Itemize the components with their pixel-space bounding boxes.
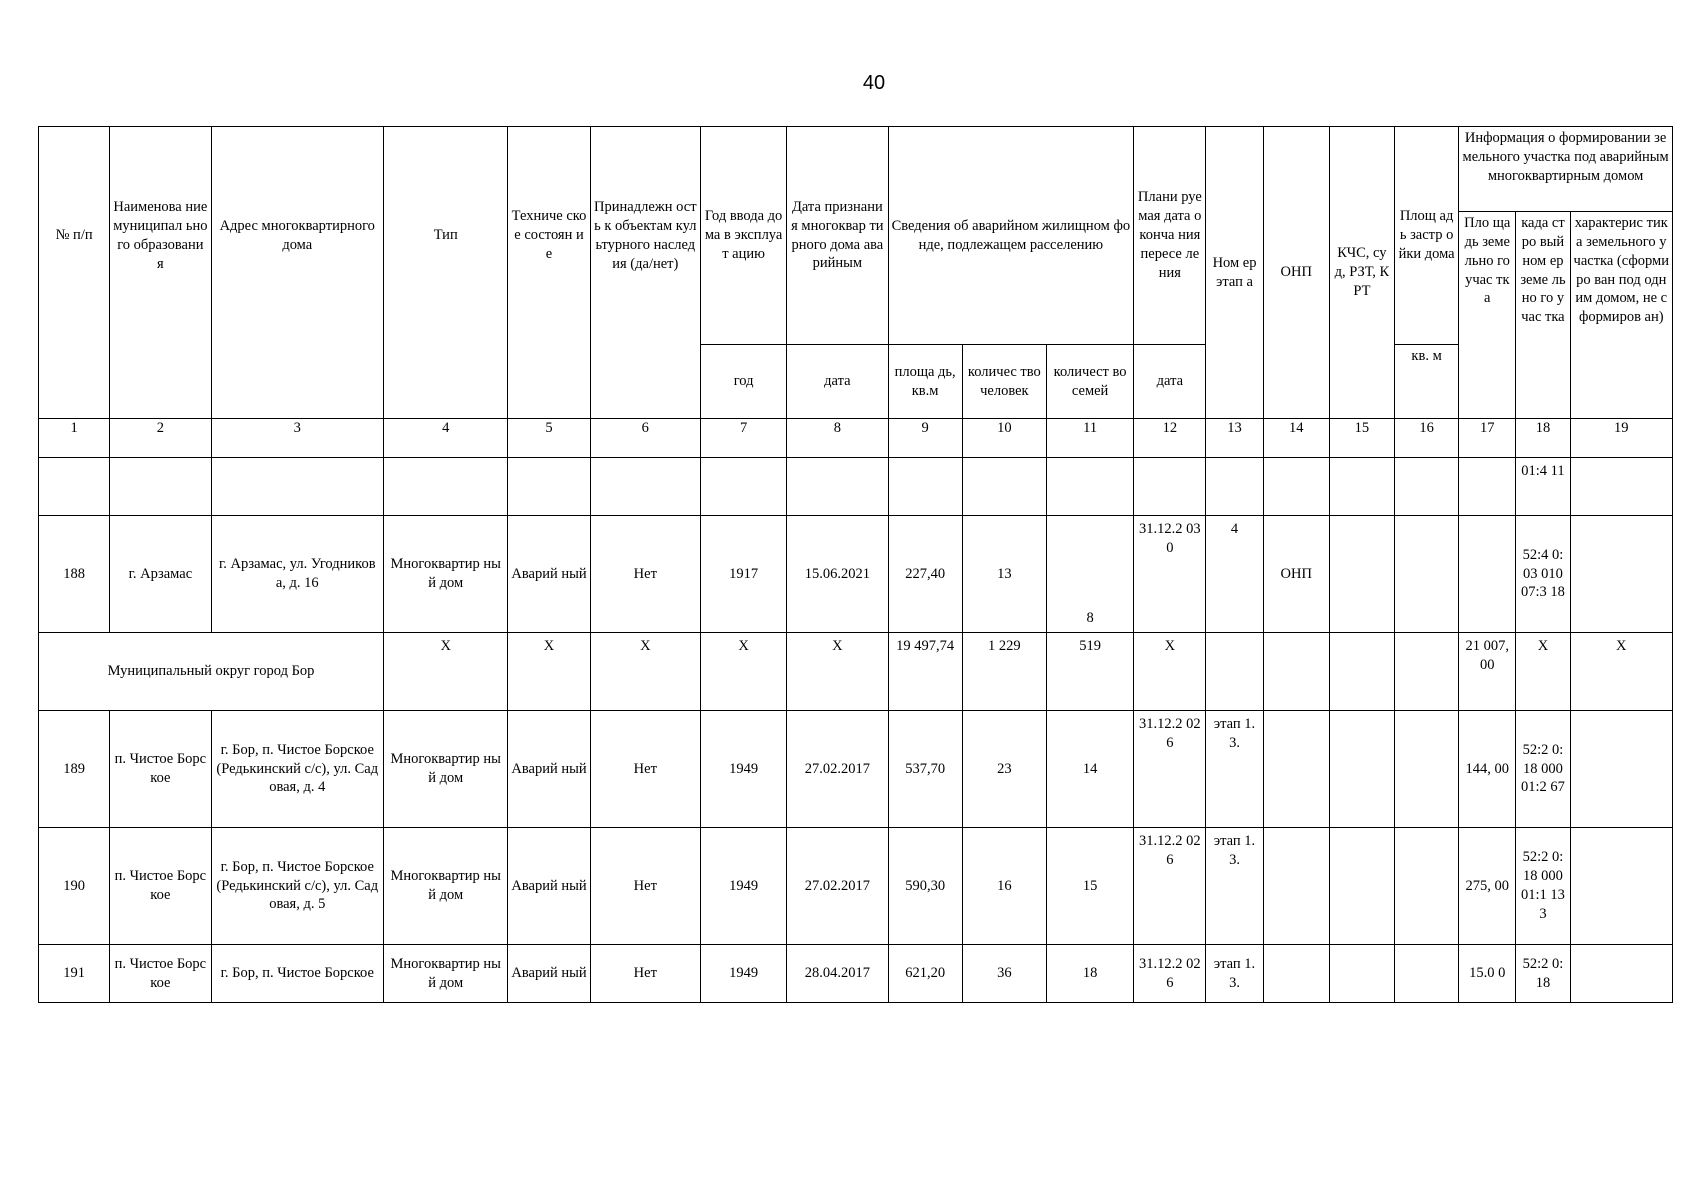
kchs-cell <box>1329 711 1394 828</box>
row-number-cell: 188 <box>39 516 110 633</box>
cell <box>962 458 1046 516</box>
page-number: 40 <box>862 72 886 94</box>
land-characteristic-cell: X <box>1570 633 1672 711</box>
header-kchs: КЧС, суд, РЗТ, КРТ <box>1329 127 1394 419</box>
cell <box>1134 458 1206 516</box>
onp-cell: ОНП <box>1263 516 1329 633</box>
cell <box>1046 458 1133 516</box>
people-cell: 16 <box>962 828 1046 945</box>
header-cultural-heritage: Принадлежн ость к объектам культурного наследия (да/нет) <box>590 127 700 345</box>
header-emergency-date: Дата признания многоквар тирного дома аварийным <box>787 127 888 345</box>
heritage-cell: X <box>590 633 700 711</box>
header-empty <box>590 345 700 419</box>
row-number-cell: 190 <box>39 828 110 945</box>
resettlement-date-cell: X <box>1134 633 1206 711</box>
date-cell: 15.06.2021 <box>787 516 888 633</box>
type-cell: X <box>384 633 508 711</box>
subheader-square-meters: кв. м <box>1395 345 1459 419</box>
land-characteristic-cell <box>1570 945 1672 1003</box>
header-empty <box>110 345 211 419</box>
address-cell: г. Арзамас, ул. Угодникова, д. 16 <box>211 516 384 633</box>
header-cadastral-number: када стро вый ном ер земе льно го учас тка <box>1516 212 1570 419</box>
land-area-cell: 15.0 0 <box>1459 945 1516 1003</box>
families-cell: 519 <box>1046 633 1133 711</box>
column-number: 13 <box>1206 419 1263 458</box>
stage-cell <box>1206 633 1263 711</box>
subheader-date: дата <box>787 345 888 419</box>
type-cell: Многоквартир ный дом <box>384 945 508 1003</box>
land-characteristic-cell <box>1570 516 1672 633</box>
municipality-subtotal-label: Муниципальный округ город Бор <box>39 633 384 711</box>
column-number: 18 <box>1516 419 1570 458</box>
column-number: 16 <box>1395 419 1459 458</box>
state-cell: Аварий ный <box>508 516 590 633</box>
cadastral-number-cell: 52:2 0:18 000 01:1 133 <box>1516 828 1570 945</box>
cadastral-number-cell: 01:4 11 <box>1516 458 1570 516</box>
table-row <box>39 516 1673 633</box>
type-cell: Многоквартир ный дом <box>384 711 508 828</box>
heritage-cell: Нет <box>590 711 700 828</box>
cell <box>1329 458 1394 516</box>
cell <box>508 458 590 516</box>
building-area-cell <box>1395 516 1459 633</box>
stage-cell: 4 <box>1206 516 1263 633</box>
municipality-cell: г. Арзамас <box>110 516 211 633</box>
header-land-area: Пло щадь земе льно го учас тка <box>1459 212 1516 419</box>
land-area-cell <box>1459 516 1516 633</box>
families-cell: 18 <box>1046 945 1133 1003</box>
cell <box>39 458 110 516</box>
year-cell: 1949 <box>700 945 786 1003</box>
land-area-cell: 275, 00 <box>1459 828 1516 945</box>
address-cell: г. Бор, п. Чистое Борское <box>211 945 384 1003</box>
column-number: 15 <box>1329 419 1394 458</box>
cadastral-number-cell: 52:2 0:18 <box>1516 945 1570 1003</box>
kchs-cell <box>1329 828 1394 945</box>
area-cell: 19 497,74 <box>888 633 962 711</box>
cell <box>787 458 888 516</box>
area-cell: 621,20 <box>888 945 962 1003</box>
date-cell: X <box>787 633 888 711</box>
cell <box>1459 458 1516 516</box>
header-type: Тип <box>384 127 508 345</box>
land-characteristic-cell <box>1570 828 1672 945</box>
families-cell: 15 <box>1046 828 1133 945</box>
state-cell: Аварий ный <box>508 711 590 828</box>
column-number: 12 <box>1134 419 1206 458</box>
onp-cell <box>1263 828 1329 945</box>
stage-cell: этап 1.3. <box>1206 828 1263 945</box>
kchs-cell <box>1329 633 1394 711</box>
header-empty <box>39 345 110 419</box>
area-cell: 537,70 <box>888 711 962 828</box>
families-cell: 14 <box>1046 711 1133 828</box>
header-emergency-fund-info: Сведения об аварийном жилищном фонде, подлежащем расселению <box>888 127 1134 345</box>
cadastral-number-cell: 52:2 0:18 000 01:2 67 <box>1516 711 1570 828</box>
cell <box>1395 458 1459 516</box>
column-number: 9 <box>888 419 962 458</box>
column-number: 10 <box>962 419 1046 458</box>
cadastral-number-cell: X <box>1516 633 1570 711</box>
area-cell: 590,30 <box>888 828 962 945</box>
header-municipality: Наименова ние муниципал ьного образовани я <box>110 127 211 345</box>
header-planned-resettlement-date: Плани руемая дата оконча ния пересе ления <box>1134 127 1206 345</box>
column-number: 5 <box>508 419 590 458</box>
cell <box>1570 458 1672 516</box>
cell <box>110 458 211 516</box>
year-cell: 1949 <box>700 828 786 945</box>
date-cell: 27.02.2017 <box>787 711 888 828</box>
kchs-cell <box>1329 945 1394 1003</box>
header-stage-number: Ном ер этап а <box>1206 127 1263 419</box>
column-number: 14 <box>1263 419 1329 458</box>
table-row <box>39 945 1673 1003</box>
column-number: 7 <box>700 419 786 458</box>
stage-cell: этап 1.3. <box>1206 711 1263 828</box>
cell <box>700 458 786 516</box>
kchs-cell <box>1329 516 1394 633</box>
resettlement-date-cell: 31.12.2 026 <box>1134 711 1206 828</box>
building-area-cell <box>1395 633 1459 711</box>
column-number: 17 <box>1459 419 1516 458</box>
header-row-number: № п/п <box>39 127 110 345</box>
state-cell: Аварий ный <box>508 828 590 945</box>
table-row <box>39 828 1673 945</box>
onp-cell <box>1263 945 1329 1003</box>
cell <box>1263 458 1329 516</box>
cadastral-number-cell: 52:4 0:03 010 07:3 18 <box>1516 516 1570 633</box>
column-number: 11 <box>1046 419 1133 458</box>
land-area-cell: 144, 00 <box>1459 711 1516 828</box>
building-area-cell <box>1395 711 1459 828</box>
emergency-housing-table <box>38 126 1673 1003</box>
heritage-cell: Нет <box>590 945 700 1003</box>
header-technical-state: Техниче ское состоян ие <box>508 127 590 345</box>
table-row <box>39 458 1673 516</box>
building-area-cell <box>1395 945 1459 1003</box>
resettlement-date-cell: 31.12.2 026 <box>1134 945 1206 1003</box>
type-cell: Многоквартир ный дом <box>384 516 508 633</box>
header-address: Адрес многоквартирного дома <box>211 127 384 345</box>
cell <box>211 458 384 516</box>
heritage-cell: Нет <box>590 828 700 945</box>
column-number: 1 <box>39 419 110 458</box>
state-cell: Аварий ный <box>508 945 590 1003</box>
address-cell: г. Бор, п. Чистое Борское (Редькинский с/с), ул. Садовая, д. 4 <box>211 711 384 828</box>
subheader-family-count: количест во семей <box>1046 345 1133 419</box>
column-number: 4 <box>384 419 508 458</box>
land-characteristic-cell <box>1570 711 1672 828</box>
table-row-subtotal <box>39 633 1673 711</box>
column-number: 8 <box>787 419 888 458</box>
people-cell: 13 <box>962 516 1046 633</box>
subheader-people-count: количес тво человек <box>962 345 1046 419</box>
column-number: 2 <box>110 419 211 458</box>
header-commission-year: Год ввода дома в эксплуат ацию <box>700 127 786 345</box>
state-cell: X <box>508 633 590 711</box>
year-cell: 1949 <box>700 711 786 828</box>
header-land-plot-info: Информация о формировании земельного участка под аварийным многоквартирным домом <box>1459 127 1673 212</box>
municipality-cell: п. Чистое Борское <box>110 828 211 945</box>
year-cell: 1917 <box>700 516 786 633</box>
table-row <box>39 711 1673 828</box>
building-area-cell <box>1395 828 1459 945</box>
header-empty <box>384 345 508 419</box>
subheader-year: год <box>700 345 786 419</box>
heritage-cell: Нет <box>590 516 700 633</box>
cell <box>888 458 962 516</box>
row-number-cell: 189 <box>39 711 110 828</box>
cell <box>1206 458 1263 516</box>
column-numbers-row <box>39 419 1673 458</box>
date-cell: 27.02.2017 <box>787 828 888 945</box>
year-cell: X <box>700 633 786 711</box>
resettlement-date-cell: 31.12.2 026 <box>1134 828 1206 945</box>
cell <box>590 458 700 516</box>
header-building-area: Площ адь застр ойки дома <box>1395 127 1459 345</box>
cell <box>384 458 508 516</box>
people-cell: 1 229 <box>962 633 1046 711</box>
date-cell: 28.04.2017 <box>787 945 888 1003</box>
stage-cell: этап 1.3. <box>1206 945 1263 1003</box>
column-number: 19 <box>1570 419 1672 458</box>
type-cell: Многоквартир ный дом <box>384 828 508 945</box>
subheader-resettlement-date: дата <box>1134 345 1206 419</box>
people-cell: 23 <box>962 711 1046 828</box>
header-empty <box>508 345 590 419</box>
onp-cell <box>1263 711 1329 828</box>
onp-cell <box>1263 633 1329 711</box>
column-number: 3 <box>211 419 384 458</box>
subheader-area: площа дь, кв.м <box>888 345 962 419</box>
resettlement-date-cell: 31.12.2 030 <box>1134 516 1206 633</box>
header-empty <box>211 345 384 419</box>
header-land-characteristic: характерис тика земельного участка (сформиро ван под одним домом, не сформиров ан) <box>1570 212 1672 419</box>
land-area-cell: 21 007, 00 <box>1459 633 1516 711</box>
header-onp: ОНП <box>1263 127 1329 419</box>
address-cell: г. Бор, п. Чистое Борское (Редькинский с/с), ул. Садовая, д. 5 <box>211 828 384 945</box>
municipality-cell: п. Чистое Борское <box>110 945 211 1003</box>
area-cell: 227,40 <box>888 516 962 633</box>
header-row <box>39 127 1673 212</box>
column-number: 6 <box>590 419 700 458</box>
row-number-cell: 191 <box>39 945 110 1003</box>
municipality-cell: п. Чистое Борское <box>110 711 211 828</box>
people-cell: 36 <box>962 945 1046 1003</box>
families-cell: 8 <box>1046 516 1133 633</box>
